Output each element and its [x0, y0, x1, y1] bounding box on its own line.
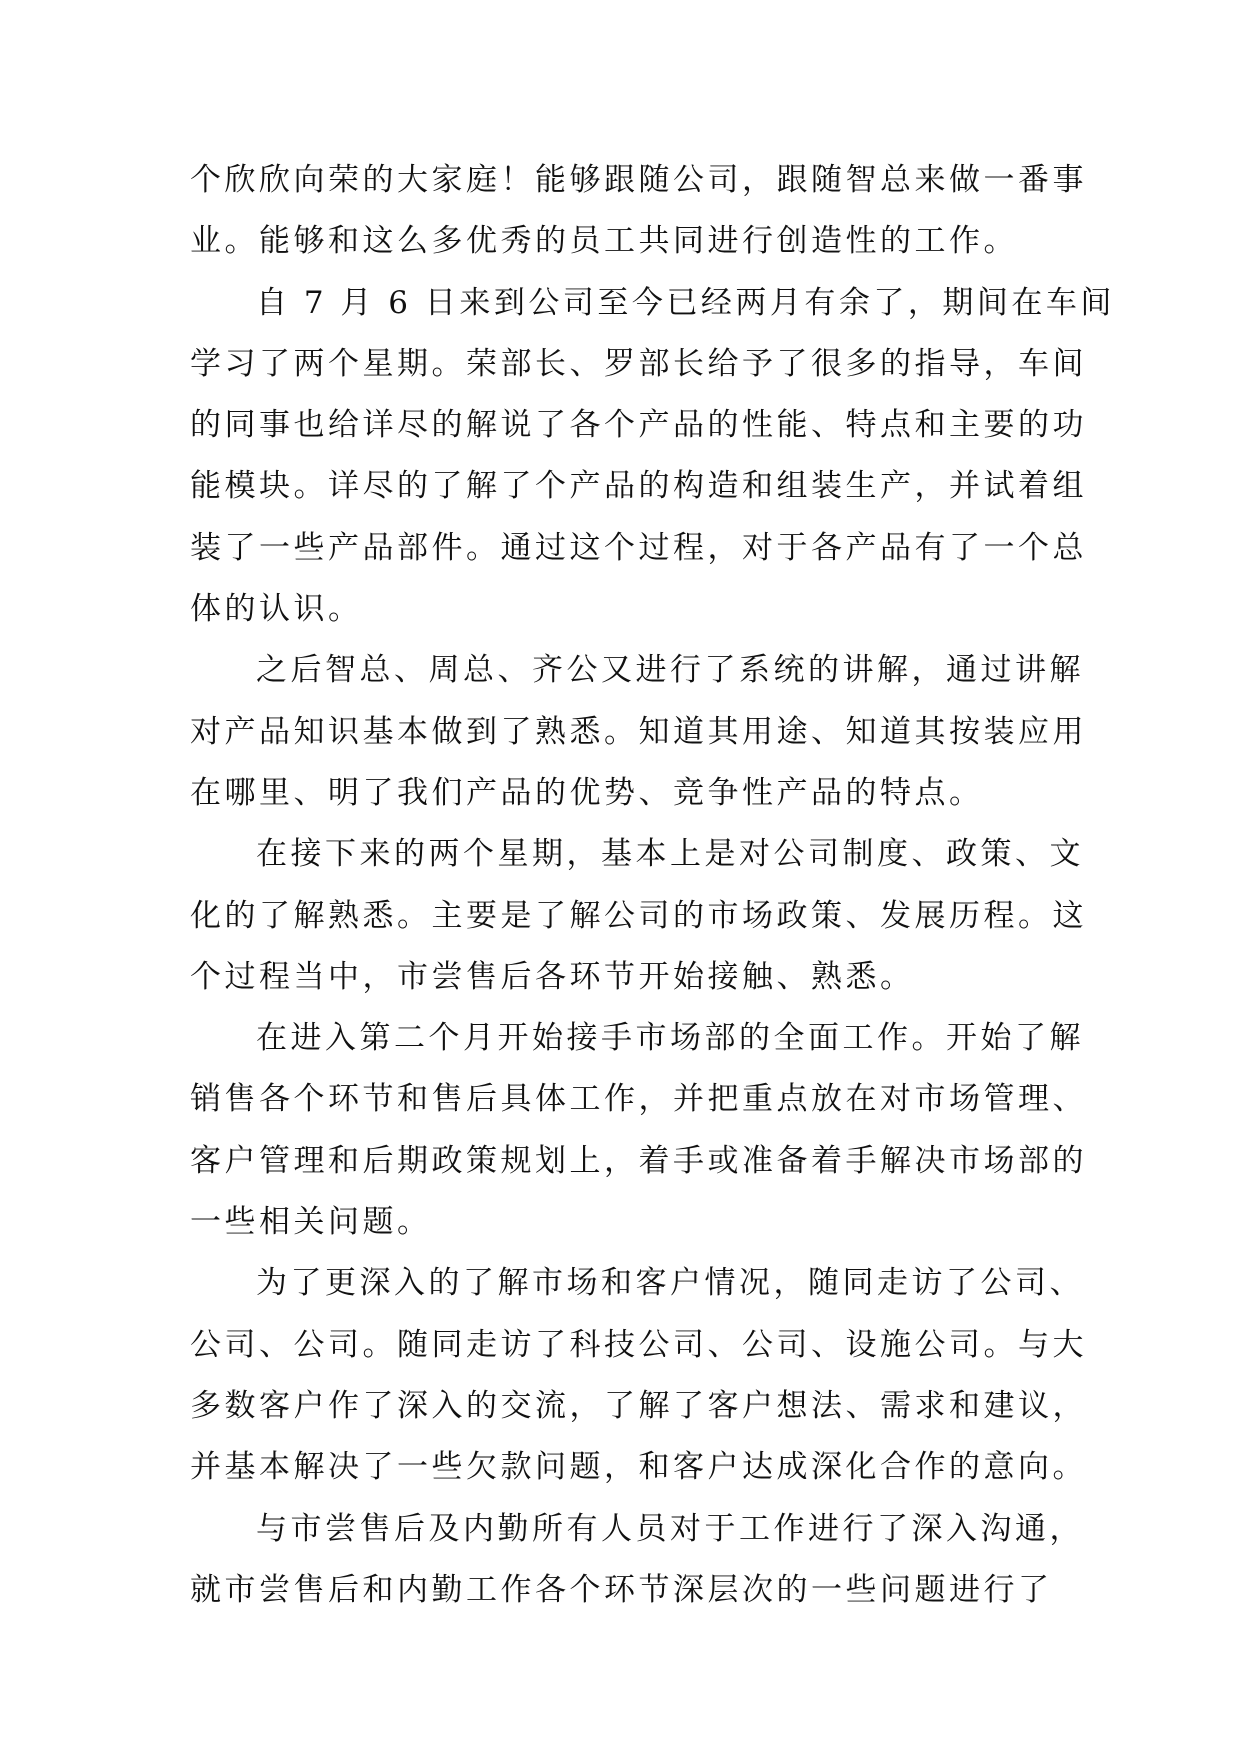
text-line: 在哪里、明了我们产品的优势、竞争性产品的特点。	[190, 774, 984, 811]
text-line: 多数客户作了深入的交流，了解了客户想法、需求和建议，	[190, 1387, 1087, 1424]
text-line: 个欣欣向荣的大家庭！能够跟随公司，跟随智总来做一番事	[190, 162, 1087, 198]
text-line: 一些相关问题。	[190, 1204, 432, 1241]
paragraph-start-line: 为了更深入的了解市场和客户情况，随同走访了公司、	[256, 1265, 1084, 1302]
text-line: 客户管理和后期政策规划上，着手或准备着手解决市场部的	[190, 1142, 1087, 1179]
text-line: 并基本解决了一些欠款问题，和客户达成深化合作的意向。	[190, 1449, 1087, 1486]
paragraph-start-line: 自 7 月 6 日来到公司至今已经两月有余了，期间在车间	[256, 284, 1115, 321]
text-line: 能模块。详尽的了解了个产品的构造和组装生产，并试着组	[190, 468, 1087, 505]
text-line: 体的认识。	[190, 591, 363, 628]
body-text	[190, 150, 1115, 1621]
paragraph-start-line: 在接下来的两个星期，基本上是对公司制度、政策、文	[256, 836, 1084, 873]
text-line: 学习了两个星期。荣部长、罗部长给予了很多的指导，车间	[190, 345, 1087, 382]
text-line: 的同事也给详尽的解说了各个产品的性能、特点和主要的功	[190, 407, 1087, 444]
paragraph-start-line: 与市尝售后及内勤所有人员对于工作进行了深入沟通，	[256, 1510, 1084, 1547]
text-line: 个过程当中，市尝售后各环节开始接触、熟悉。	[190, 958, 915, 995]
text-line: 对产品知识基本做到了熟悉。知道其用途、知道其按装应用	[190, 713, 1087, 750]
text-line: 就市尝售后和内勤工作各个环节深层次的一些问题进行了	[190, 1571, 1053, 1608]
text-line: 销售各个环节和售后具体工作，并把重点放在对市场管理、	[190, 1081, 1087, 1118]
text-line: 化的了解熟悉。主要是了解公司的市场政策、发展历程。这	[190, 897, 1087, 934]
text-line: 业。能够和这么多优秀的员工共同进行创造性的工作。	[190, 223, 1018, 260]
paragraph-start-line: 在进入第二个月开始接手市场部的全面工作。开始了解	[256, 1020, 1084, 1057]
text-line: 装了一些产品部件。通过这个过程，对于各产品有了一个总	[190, 529, 1087, 566]
text-line: 公司、公司。随同走访了科技公司、公司、设施公司。与大	[190, 1326, 1087, 1363]
paragraph-start-line: 之后智总、周总、齐公又进行了系统的讲解，通过讲解	[256, 652, 1084, 689]
